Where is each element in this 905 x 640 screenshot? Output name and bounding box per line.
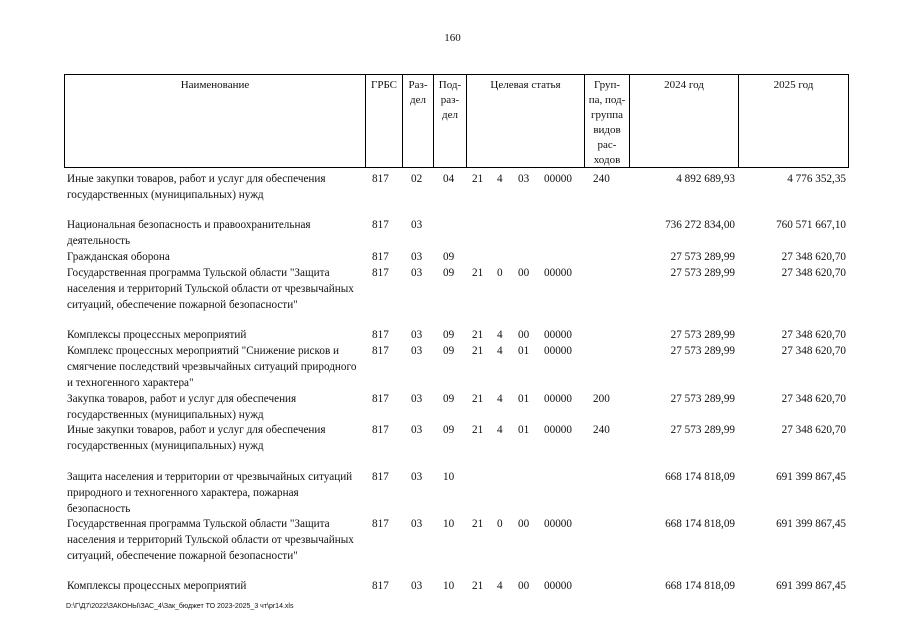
amount-2025-cell: 27 348 620,70	[781, 267, 846, 279]
row-name: Иные закупки товаров, работ и услуг для обеспечения государственных (муниципальных) нужд	[67, 173, 326, 201]
target-program-cell: 21	[472, 173, 484, 185]
grbs-cell: 817	[372, 219, 389, 231]
grbs-cell: 817	[372, 393, 389, 405]
target-direction-cell: 00000	[544, 393, 572, 405]
podrazdel-cell: 10	[443, 580, 455, 592]
razdel-cell: 02	[411, 173, 423, 185]
podrazdel-cell: 09	[443, 251, 455, 263]
amount-2025-cell: 760 571 667,10	[776, 219, 846, 231]
amount-2025-cell: 27 348 620,70	[781, 424, 846, 436]
amount-2025-cell: 691 399 867,45	[776, 471, 846, 483]
amount-2024-cell: 668 174 818,09	[665, 518, 735, 530]
grbs-cell: 817	[372, 518, 389, 530]
podrazdel-cell: 10	[443, 471, 455, 483]
podrazdel-cell: 04	[443, 173, 455, 185]
expense-group-cell: 240	[593, 173, 610, 185]
target-subprogram-cell: 03	[518, 173, 530, 185]
amount-2024-cell: 27 573 289,99	[670, 345, 735, 357]
row-name: Гражданская оборона	[67, 251, 170, 263]
header-year-2024: 2024 год	[629, 75, 738, 167]
amount-2025-cell: 691 399 867,45	[776, 518, 846, 530]
grbs-cell: 817	[372, 267, 389, 279]
row-name: Национальная безопасность и правоохранительная деятельность	[67, 219, 311, 247]
podrazdel-cell: 10	[443, 518, 455, 530]
razdel-cell: 03	[411, 345, 423, 357]
amount-2024-cell: 27 573 289,99	[670, 251, 735, 263]
razdel-cell: 03	[411, 518, 423, 530]
amount-2024-cell: 27 573 289,99	[670, 424, 735, 436]
page-number: 160	[444, 32, 461, 44]
row-name: Комплексы процессных мероприятий	[67, 580, 247, 592]
target-direction-cell: 00000	[544, 329, 572, 341]
file-path-footer: D:\Г\Д7\2022\ЗАКОНЫ\ЗАС_4\Зак_бюджет ТО 2023-2025_3 чт\pr14.xls	[66, 603, 294, 610]
header-group: Груп- па, под- группа видов рас- ходов	[584, 75, 629, 167]
target-type-cell: 4	[497, 580, 503, 592]
razdel-cell: 03	[411, 267, 423, 279]
amount-2024-cell: 4 892 689,93	[676, 173, 735, 185]
target-subprogram-cell: 00	[518, 267, 530, 279]
podrazdel-cell: 09	[443, 329, 455, 341]
target-program-cell: 21	[472, 580, 484, 592]
amount-2024-cell: 27 573 289,99	[670, 329, 735, 341]
expense-group-cell: 200	[593, 393, 610, 405]
amount-2025-cell: 27 348 620,70	[781, 345, 846, 357]
podrazdel-cell: 09	[443, 424, 455, 436]
podrazdel-cell: 09	[443, 393, 455, 405]
header-razdel: Раз- дел	[402, 75, 433, 167]
header-name: Наименование	[180, 79, 250, 91]
row-name: Комплекс процессных мероприятий "Снижение рисков и смягчение последствий чрезвычайных ситуаций природного и техногенного характера"	[67, 345, 357, 389]
amount-2025-cell: 4 776 352,35	[787, 173, 846, 185]
target-type-cell: 4	[497, 345, 503, 357]
header-podrazdel: Под- раз- дел	[433, 75, 466, 167]
header-grbs: ГРБС	[365, 75, 402, 167]
amount-2025-cell: 27 348 620,70	[781, 251, 846, 263]
razdel-cell: 03	[411, 219, 423, 231]
row-name: Защита населения и территории от чрезвычайных ситуаций природного и техногенного характера, пожарная безопасность	[67, 471, 353, 515]
target-program-cell: 21	[472, 393, 484, 405]
target-program-cell: 21	[472, 329, 484, 341]
target-subprogram-cell: 00	[518, 518, 530, 530]
row-name: Государственная программа Тульской области "Защита населения и территорий Тульской области от чрезвычайных ситуаций, обеспечение пожарной безопасности"	[67, 518, 354, 562]
target-program-cell: 21	[472, 345, 484, 357]
razdel-cell: 03	[411, 329, 423, 341]
target-direction-cell: 00000	[544, 267, 572, 279]
row-name: Закупка товаров, работ и услуг для обеспечения государственных (муниципальных) нужд	[67, 393, 297, 421]
target-direction-cell: 00000	[544, 173, 572, 185]
table-header	[64, 74, 849, 168]
podrazdel-cell: 09	[443, 345, 455, 357]
grbs-cell: 817	[372, 345, 389, 357]
grbs-cell: 817	[372, 471, 389, 483]
target-type-cell: 0	[497, 267, 503, 279]
target-type-cell: 4	[497, 393, 503, 405]
header-target: Целевая статья	[466, 75, 584, 167]
target-type-cell: 4	[497, 173, 503, 185]
amount-2025-cell: 27 348 620,70	[781, 393, 846, 405]
row-name: Иные закупки товаров, работ и услуг для обеспечения государственных (муниципальных) нужд	[67, 424, 326, 452]
grbs-cell: 817	[372, 580, 389, 592]
target-subprogram-cell: 01	[518, 393, 530, 405]
razdel-cell: 03	[411, 424, 423, 436]
grbs-cell: 817	[372, 173, 389, 185]
row-name: Комплексы процессных мероприятий	[67, 329, 247, 341]
grbs-cell: 817	[372, 424, 389, 436]
amount-2024-cell: 668 174 818,09	[665, 471, 735, 483]
razdel-cell: 03	[411, 471, 423, 483]
expense-group-cell: 240	[593, 424, 610, 436]
razdel-cell: 03	[411, 251, 423, 263]
target-subprogram-cell: 00	[518, 329, 530, 341]
podrazdel-cell: 09	[443, 267, 455, 279]
target-direction-cell: 00000	[544, 518, 572, 530]
amount-2025-cell: 27 348 620,70	[781, 329, 846, 341]
razdel-cell: 03	[411, 580, 423, 592]
amount-2024-cell: 27 573 289,99	[670, 267, 735, 279]
target-direction-cell: 00000	[544, 580, 572, 592]
amount-2024-cell: 668 174 818,09	[665, 580, 735, 592]
target-type-cell: 4	[497, 424, 503, 436]
row-name: Государственная программа Тульской области "Защита населения и территорий Тульской области от чрезвычайных ситуаций, обеспечение пожарной безопасности"	[67, 267, 354, 311]
amount-2024-cell: 27 573 289,99	[670, 393, 735, 405]
target-type-cell: 0	[497, 518, 503, 530]
target-direction-cell: 00000	[544, 424, 572, 436]
target-type-cell: 4	[497, 329, 503, 341]
amount-2024-cell: 736 272 834,00	[665, 219, 735, 231]
target-subprogram-cell: 01	[518, 424, 530, 436]
grbs-cell: 817	[372, 329, 389, 341]
target-program-cell: 21	[472, 518, 484, 530]
target-program-cell: 21	[472, 424, 484, 436]
header-year-2025: 2025 год	[738, 75, 848, 167]
target-subprogram-cell: 01	[518, 345, 530, 357]
razdel-cell: 03	[411, 393, 423, 405]
target-subprogram-cell: 00	[518, 580, 530, 592]
target-direction-cell: 00000	[544, 345, 572, 357]
grbs-cell: 817	[372, 251, 389, 263]
amount-2025-cell: 691 399 867,45	[776, 580, 846, 592]
target-program-cell: 21	[472, 267, 484, 279]
